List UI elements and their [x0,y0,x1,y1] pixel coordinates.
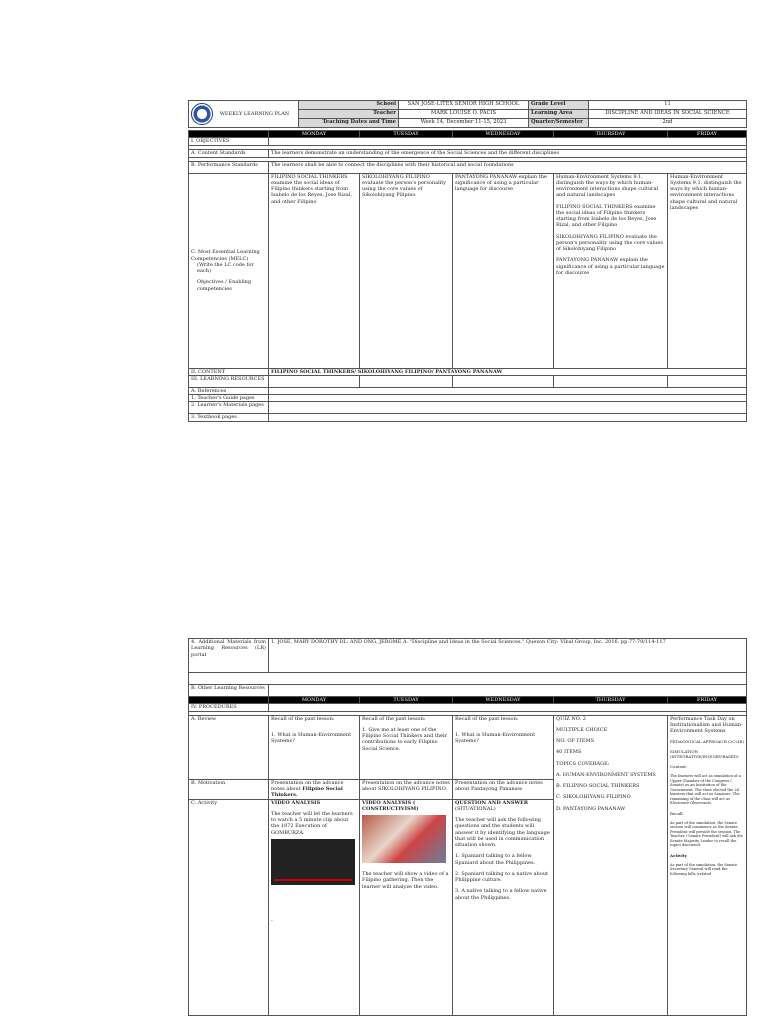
quiz-items-label: NO. OF ITEMS [556,738,595,744]
day-header-row-2 [189,697,747,704]
review-monday [269,715,360,779]
melc-wednesday: PANTAYONG PANANAW explain the significance of using a particular language for discourse [453,173,554,368]
performance-task-friday [668,715,747,1015]
teacher-label: Teacher [299,110,399,119]
day-wednesday: WEDNESDAY [453,131,554,138]
day-header-row [189,131,747,138]
motivation-wednesday: Presentation on the advance notes about Pantayong Pananaw. [453,779,554,799]
video-progress-bar [274,879,352,881]
motivation-monday-text: Presentation on the advance notes about [271,779,344,792]
review-tuesday [360,715,453,779]
day-thursday: THURSDAY [554,131,668,138]
melc-thursday-2: FILIPINO SOCIAL THINKERS examine the social ideas of Filipino thinkers starting from Isabelo de los Reyes, Jose Rizal, and other Filipino [556,203,657,229]
topic-a: A. HUMAN-ENVIRONMENT SYSTEMS [556,771,656,778]
dates-label: Teaching Dates and Time [299,119,399,128]
motivation-tuesday: Presentation on the advance notes about SIKOLOHIYANG PILIPINO. [360,779,453,799]
blank-header-cell [189,131,269,138]
school-value: SAN JOSE-LITEX SENIOR HIGH SCHOOL [399,101,529,110]
activity-wednesday-subtitle: (SITUATIONAL) [455,805,496,812]
fri-recall-text: As part of the simulation, the Senate session will commence as the Senate President will preside the session. The Teacher ( Senate President) will ask the Senate Majority Leader to recall the topics discussed. [670,820,743,848]
other-resources-label: B. Other Learning Resources [189,685,269,697]
references-label: A. References [189,387,269,394]
textbook-label: 3. Textbook pages [189,414,269,421]
header-logo-cell [189,101,299,128]
review-monday-intro: Recall of the past lesson: [271,715,335,722]
dates-value: Week 14, December 11-15, 2023 [399,119,529,128]
procedures-table [188,638,747,1016]
activity-wednesday-q3: 3. A native talking to a fellow native about the Philippines. [455,888,547,901]
melc-objectives: Objectives / Enabling competencies [197,279,252,292]
topic-b: B. FILIPINO SOCIAL THINKERS [556,783,640,789]
melc-friday: Human-Environment Systems 9.1. distinguish the ways by which human-environment interactions shape cultural and natural landscapes [668,173,747,368]
motivation-label: B. Motivation [189,779,269,799]
melc-thursday-3: SIKOLOHIYANG FILIPINO evaluate the person's personality using the core values of Sikolohiyang Filipino [556,233,663,252]
activity-monday-text: The teacher will let the learners to watch a 5 minute clip about the 1872 Execution of GOMBURZA. [271,810,353,836]
fri-activity-label: Activity [670,852,687,858]
activity-wednesday-title: QUESTION AND ANSWER [455,799,529,806]
activity-wednesday-q2: 2. Spaniard talking to a native about Philippine culture. [455,870,548,883]
fri-context-text: The learners will act as simulation of a Upper Chamber of the Congress ( Senate) as an Institution of the Government. The class elected the 24 learners that will act as Senators. The remaining of the class will act as Electorate-Observants. [670,774,741,806]
day-wednesday-2: WEDNESDAY [453,697,554,704]
day-tuesday: TUESDAY [360,131,453,138]
topic-c: C. SIKOLOHIYANG FILIPINO [556,794,631,801]
video-thumbnail-tuesday[interactable] [362,815,446,863]
topic-d: D. PANTAYONG PANANAW [556,805,626,812]
deped-seal-icon [191,103,213,125]
activity-tuesday [360,799,453,1015]
activity-monday-dash: - [271,917,273,924]
resources-label: III. LEARNING RESOURCES [189,375,269,387]
day-friday-2: FRIDAY [668,697,747,704]
melc-label: C. Most Essential Learning Competencies (MELC) [191,249,260,262]
fri-simulation: SIMULATION (INTEGRATIVE/INQUIRY-BASED) [670,749,739,760]
day-friday: FRIDAY [668,131,747,138]
quiz-items: 40 ITEMS [556,749,582,756]
activity-tuesday-title: VIDEO ANALYSIS ( CONSTRUCTIVISM) [362,799,419,812]
melc-tuesday: SIKOLOHIYANG FILIPINO evaluate the person's personality using the core values of Sikolohiyang Pilipino [360,173,453,368]
area-value: DISCIPLINE AND IDEAS IN SOCIAL SCIENCE [589,110,747,119]
activity-monday-title: VIDEO ANALYSIS [271,799,321,806]
activity-wednesday-q1: 1. Spaniard talking to a fellow Spaniard about the Philippines. [455,853,536,866]
review-wednesday-intro: Recall of the past lesson: [455,715,519,722]
day-monday-2: MONDAY [269,697,360,704]
melc-thursday [554,173,668,368]
motivation-monday [269,779,360,799]
melc-label-cell [189,173,269,368]
day-tuesday-2: TUESDAY [360,697,453,704]
content-label: II. CONTENT [189,368,269,375]
quarter-value: 2nd [589,119,747,128]
activity-wednesday [453,799,554,1015]
teacher-guide-label: 1. Teacher's Guide pages [189,395,269,402]
quiz-thursday [554,715,668,1015]
school-label: School [299,101,399,110]
melc-thursday-4: PANTAYONG PANANAW explain the significance of using a particular language for discourse [556,257,665,276]
teacher-value: MARK LOUISE O. PACIS [399,110,529,119]
fri-recall-label: Recall: [670,810,684,816]
quiz-type: MULTIPLE CHOICE [556,726,608,733]
melc-note: (Write the LC code for each) [197,261,254,274]
review-wednesday [453,715,554,779]
review-monday-question: 1. What is Human-Environment Systems? [271,731,352,744]
fri-approach: PEDAGOGICAL APPROACH (2C2IR) [670,739,744,745]
activity-label: C. Activity [189,799,269,1015]
video-thumbnail-monday[interactable] [271,839,355,885]
header-table [188,100,747,128]
objectives-label: I. OBJECTIVES [189,138,269,145]
fri-task-title: Performance Task Day on Institutionalism and Human-Environment Systems [670,715,743,734]
plan-page-2 [188,638,746,1016]
content-text: FILIPINO SOCIAL THINKERS/ SIKOLOHIYANG FILIPINO/ PANTAYONG PANANAW [269,368,747,375]
fri-activity-text: As part of the simulation, the Senate Secretary General will read the following bills (related [670,862,738,876]
area-label: Learning Area [529,110,589,119]
fri-context-label: Context: [670,764,688,770]
review-label: A. Review [189,715,269,779]
day-thursday-2: THURSDAY [554,697,668,704]
activity-monday [269,799,360,1015]
activity-tuesday-text: The teacher will show a video of a Filipino gathering. Then the learner will analyze the video. [362,871,449,890]
additional-materials-text: 1. JOSE, MARY DOROTHY DL. AND ONG, JEROME A. "Discipline and Ideas in the Social Sciences." Quezon City: Vibal Group, Inc. 2016. pp.77-79/114-117 [269,639,747,673]
plan-page-1 [188,100,746,422]
objectives-table [188,130,747,422]
performance-label: B. Performance Standards [189,161,269,173]
melc-monday: FILIPINO SOCIAL THINKERS examine the social ideas of Filipino thinkers starting from Isabelo de los Reyes, Jose Rizal, and other Filipino [269,173,360,368]
review-tuesday-intro: Recall of the past lesson: [362,715,426,722]
grade-value: 11 [589,101,747,110]
review-tuesday-question: 1. Give me at least one of the Filipino Social Thinkers and their contributions to early Filipino Social Science. [362,726,447,752]
additional-materials-label: 4. Additional Materials from Learning Resources (LR) portal [189,639,269,673]
procedures-label: IV. PROCEDURES [189,704,269,711]
activity-wednesday-text: The teacher will ask the following questions and the students will answer it by identifying the language that will be used in communication situation shown. [455,817,550,848]
learner-materials-label: 2. Learner's Materials pages [189,402,269,414]
grade-label: Grade Level [529,101,589,110]
quarter-label: Quarter/Semester [529,119,589,128]
quiz-number: QUIZ NO. 2 [556,715,586,722]
motivation-monday-topic: Filipino Social Thinkers. [271,785,343,798]
performance-text: The learners shall be able to connect the disciplines with their historical and social foundations [269,161,747,173]
plan-title: WEEKLY LEARNING PLAN [219,110,290,117]
review-wednesday-question: 1. What is Human-Environment Systems? [455,731,536,744]
topics-label: TOPICS COVERAGE: [556,760,610,767]
day-monday: MONDAY [269,131,360,138]
melc-thursday-1: Human-Environment Systems 9.1. distinguish the ways by which human-environment interactions shape cultural and natural landscapes [556,173,659,199]
content-standards-label: A. Content Standards [189,149,269,157]
content-standards-text: The learners demonstrate an understanding of the emergence of the Social Sciences and the different disciplines [269,149,747,157]
